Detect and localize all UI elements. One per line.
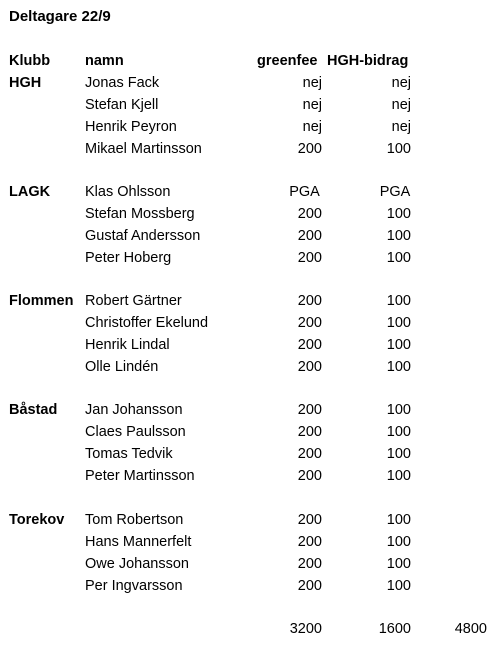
bidrag-value: 100: [386, 534, 411, 550]
greenfee-total: 3200: [289, 621, 322, 637]
participant-name: Robert Gärtner: [85, 293, 182, 309]
participant-name: Per Ingvarsson: [85, 578, 183, 594]
club-label: HGH: [9, 75, 42, 91]
table-row: [0, 576, 500, 597]
greenfee-value: 200: [297, 250, 322, 266]
table-row: [0, 554, 500, 575]
greenfee-value: 200: [297, 424, 322, 440]
table-row: [0, 204, 500, 225]
greenfee-value: nej: [302, 97, 322, 113]
greenfee-value: 200: [297, 512, 322, 528]
bidrag-value: nej: [391, 75, 411, 91]
table-row: [0, 95, 500, 116]
participant-name: Klas Ohlsson: [85, 184, 171, 200]
greenfee-value: 200: [297, 468, 322, 484]
header-bidrag: HGH-bidrag: [327, 53, 409, 69]
header-row: [0, 51, 500, 72]
club-label: LAGK: [9, 184, 51, 200]
bidrag-value: 100: [386, 578, 411, 594]
table-row: [0, 313, 500, 334]
participant-name: Christoffer Ekelund: [85, 315, 209, 331]
bidrag-value: 100: [386, 446, 411, 462]
participant-name: Stefan Mossberg: [85, 206, 195, 222]
greenfee-value: 200: [297, 206, 322, 222]
bidrag-value: nej: [391, 119, 411, 135]
greenfee-value: 200: [297, 534, 322, 550]
greenfee-value: 200: [297, 228, 322, 244]
greenfee-value: 200: [297, 446, 322, 462]
table-row: [0, 139, 500, 160]
greenfee-value: 200: [297, 293, 322, 309]
participant-name: Olle Lindén: [85, 359, 159, 375]
participant-name: Tomas Tedvik: [85, 446, 173, 462]
table-row: [0, 182, 500, 203]
table-row: [0, 248, 500, 269]
bidrag-value: 100: [386, 556, 411, 572]
bidrag-value: 100: [386, 315, 411, 331]
participant-name: Claes Paulsson: [85, 424, 186, 440]
greenfee-value: 200: [297, 402, 322, 418]
bidrag-value: 100: [386, 512, 411, 528]
header-club: Klubb: [9, 53, 51, 69]
bidrag-value: 100: [386, 359, 411, 375]
bidrag-value: 100: [386, 250, 411, 266]
participant-name: Henrik Lindal: [85, 337, 170, 353]
sheet-title: Deltagare 22/9: [9, 8, 111, 25]
table-row: [0, 510, 500, 531]
greenfee-value: PGA: [289, 184, 320, 200]
participant-name: Mikael Martinsson: [85, 141, 202, 157]
table-row: [0, 444, 500, 465]
bidrag-total: 1600: [378, 621, 411, 637]
bidrag-value: 100: [386, 337, 411, 353]
participant-name: Henrik Peyron: [85, 119, 177, 135]
bidrag-value: 100: [386, 402, 411, 418]
table-row: [0, 73, 500, 94]
greenfee-value: 200: [297, 578, 322, 594]
participant-name: Jonas Fack: [85, 75, 160, 91]
greenfee-value: 200: [297, 556, 322, 572]
totals-row: [0, 619, 500, 640]
participant-name: Owe Johansson: [85, 556, 189, 572]
table-row: [0, 466, 500, 487]
club-label: Båstad: [9, 402, 58, 418]
participant-name: Tom Robertson: [85, 512, 184, 528]
club-label: Flommen: [9, 293, 74, 309]
table-row: [0, 400, 500, 421]
header-greenfee: greenfee: [257, 53, 318, 69]
participant-name: Jan Johansson: [85, 402, 183, 418]
greenfee-value: 200: [297, 337, 322, 353]
bidrag-value: PGA: [379, 184, 411, 200]
greenfee-value: nej: [302, 75, 322, 91]
table-row: [0, 226, 500, 247]
bidrag-value: 100: [386, 293, 411, 309]
grand-total: 4800: [454, 621, 487, 637]
table-row: [0, 532, 500, 553]
table-row: [0, 422, 500, 443]
participant-name: Gustaf Andersson: [85, 228, 201, 244]
bidrag-value: 100: [386, 141, 411, 157]
participant-name: Peter Martinsson: [85, 468, 195, 484]
header-name: namn: [85, 53, 124, 69]
table-row: [0, 335, 500, 356]
bidrag-value: 100: [386, 424, 411, 440]
bidrag-value: nej: [391, 97, 411, 113]
bidrag-value: 100: [386, 228, 411, 244]
bidrag-value: 100: [386, 206, 411, 222]
table-row: [0, 117, 500, 138]
table-row: [0, 291, 500, 312]
table-row: [0, 357, 500, 378]
club-label: Torekov: [9, 512, 65, 528]
bidrag-value: 100: [386, 468, 411, 484]
participant-name: Peter Hoberg: [85, 250, 172, 266]
greenfee-value: 200: [297, 359, 322, 375]
participant-name: Hans Mannerfelt: [85, 534, 192, 550]
greenfee-value: nej: [302, 119, 322, 135]
greenfee-value: 200: [297, 315, 322, 331]
greenfee-value: 200: [297, 141, 322, 157]
participant-name: Stefan Kjell: [85, 97, 159, 113]
